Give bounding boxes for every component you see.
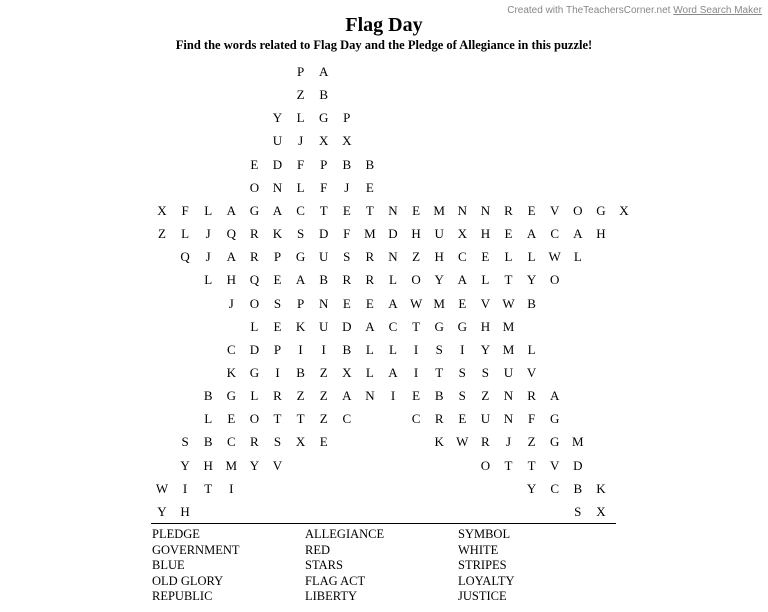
grid-letter: C	[226, 341, 236, 357]
word-list	[152, 527, 622, 607]
grid-letter: I	[390, 388, 396, 404]
grid-letter: J	[344, 179, 350, 195]
grid-letter: E	[412, 202, 421, 218]
grid-letter: H	[596, 226, 606, 242]
grid-letter: N	[272, 179, 283, 195]
grid-letter: J	[228, 295, 234, 311]
grid-letter: R	[342, 272, 352, 288]
grid-letter: B	[319, 87, 329, 103]
grid-letter: L	[204, 202, 213, 218]
grid-letter: B	[573, 480, 583, 496]
grid-letter: E	[365, 179, 374, 195]
grid-letter: G	[596, 202, 606, 218]
grid-letter: G	[226, 388, 236, 404]
grid-letter: U	[434, 226, 444, 242]
grid-letter: E	[458, 295, 467, 311]
grid-letter: G	[295, 249, 306, 265]
grid-letter: H	[434, 249, 444, 265]
grid-letter: R	[250, 249, 259, 265]
grid-letter: T	[273, 411, 282, 427]
grid-letter: S	[296, 226, 305, 242]
grid-letter: M	[433, 295, 445, 311]
grid-letter: Z	[158, 226, 166, 242]
grid-letter: A	[226, 249, 236, 265]
grid-letter: W	[502, 295, 515, 311]
grid-letter: E	[227, 411, 236, 427]
grid-letter: G	[549, 411, 560, 427]
grid-letter: I	[413, 341, 419, 357]
grid-letter: D	[573, 457, 583, 473]
grid-letter: L	[250, 318, 259, 334]
grid-letter: N	[503, 411, 514, 427]
grid-letter: V	[272, 457, 283, 473]
grid-letter: L	[389, 272, 397, 288]
grid-letter: K	[272, 226, 283, 242]
grid-letter: B	[296, 364, 305, 380]
grid-letter: E	[458, 411, 467, 427]
grid-letter: C	[457, 249, 467, 265]
grid-letter: K	[596, 480, 606, 496]
grid-letter: A	[549, 388, 560, 404]
grid-letter: P	[296, 64, 305, 79]
grid-letter: Z	[319, 411, 328, 427]
grid-letter: S	[481, 364, 489, 380]
puzzle-title: Flag Day	[345, 14, 423, 36]
grid-letter: N	[365, 388, 375, 404]
grid-letter: I	[182, 480, 188, 496]
grid-letter: P	[273, 249, 282, 265]
grid-letter: T	[435, 364, 444, 380]
grid-letter: L	[365, 364, 374, 380]
grid-letter: Z	[412, 249, 421, 265]
word-column-1	[152, 527, 302, 605]
word-red: RED	[305, 542, 330, 557]
grid-letter: R	[504, 202, 513, 218]
grid-letter: D	[272, 156, 283, 172]
grid-letter: M	[572, 434, 584, 450]
grid-letter: A	[573, 226, 583, 242]
grid-letter: R	[365, 272, 375, 288]
grid-letter: E	[527, 202, 536, 218]
grid-letter: T	[365, 202, 374, 218]
divider-line	[151, 523, 616, 524]
grid-letter: O	[249, 295, 260, 311]
grid-letter: U	[272, 133, 283, 149]
grid-letter: R	[273, 388, 282, 404]
grid-letter: L	[204, 272, 213, 288]
word-blue: BLUE	[152, 558, 185, 573]
word-column-3	[458, 527, 608, 605]
grid-letter: L	[204, 411, 213, 427]
grid-letter: H	[203, 457, 213, 473]
grid-letter: H	[480, 318, 491, 334]
grid-letter: M	[502, 341, 515, 357]
grid-letter: B	[342, 156, 352, 172]
grid-letter: K	[295, 318, 306, 334]
puzzle-instructions: Find the words related to Flag Day and the Pledge of Allegiance in this puzzle!	[175, 38, 593, 52]
grid-letter: T	[527, 457, 536, 473]
grid-letter: N	[457, 202, 467, 218]
grid-letter: R	[365, 249, 375, 265]
grid-letter: B	[342, 341, 352, 357]
grid-letter: A	[365, 318, 375, 334]
grid-letter: E	[273, 272, 282, 288]
grid-letter: B	[203, 388, 213, 404]
grid-letter: N	[388, 202, 398, 218]
word-white: WHITE	[458, 542, 499, 557]
grid-letter: S	[458, 388, 466, 404]
grid-letter: E	[273, 318, 282, 334]
grid-letter: A	[457, 272, 467, 288]
word-loyalty: LOYALTY	[458, 573, 515, 588]
grid-letter: S	[458, 364, 466, 380]
grid-letter: M	[225, 457, 238, 473]
grid-letter: P	[320, 156, 328, 172]
grid-letter: J	[205, 226, 211, 242]
grid-letter: E	[250, 156, 259, 172]
grid-letter: L	[481, 272, 490, 288]
grid-letter: L	[296, 110, 305, 126]
grid-letter: B	[319, 272, 329, 288]
grid-letter: E	[365, 295, 374, 311]
grid-letter: V	[526, 364, 537, 380]
grid-letter: H	[480, 226, 491, 242]
credit-prefix: Created with TheTeachersCorner.net	[507, 5, 671, 16]
grid-letter: E	[481, 249, 490, 265]
grid-letter: E	[342, 202, 351, 218]
grid-letter: Z	[319, 364, 328, 380]
grid-letter: Q	[226, 226, 236, 242]
word-column-2	[305, 527, 455, 605]
grid-letter: E	[412, 388, 421, 404]
grid-letter: G	[249, 364, 260, 380]
grid-letter: B	[434, 388, 444, 404]
grid-letter: P	[273, 341, 282, 357]
grid-letter: Q	[249, 272, 260, 288]
word-republic: REPUBLIC	[152, 589, 213, 604]
grid-letter: S	[435, 341, 443, 357]
grid-letter: C	[296, 202, 305, 218]
grid-letter: L	[527, 249, 536, 265]
grid-letter: G	[457, 318, 467, 334]
grid-letter: I	[413, 364, 419, 380]
grid-letter: A	[388, 295, 398, 311]
grid-letter: A	[526, 226, 537, 242]
grid-letter: F	[181, 202, 189, 218]
grid-letter: Z	[296, 388, 305, 404]
grid-letter: M	[433, 202, 445, 218]
grid-letter: L	[250, 388, 259, 404]
grid-letter: J	[505, 434, 512, 450]
grid-letter: D	[318, 226, 329, 242]
grid-letter: I	[298, 341, 303, 357]
word-search-maker-link[interactable]: Word Search Maker	[673, 5, 762, 16]
grid-letter: F	[296, 156, 305, 172]
grid-letter: H	[411, 226, 421, 242]
grid-letter: S	[273, 434, 282, 450]
grid-letter: N	[318, 295, 329, 311]
grid-letter: S	[273, 295, 282, 311]
grid-letter: X	[157, 202, 167, 218]
grid-letter: X	[318, 133, 329, 149]
grid-letter: S	[343, 249, 351, 265]
grid-letter: K	[226, 364, 236, 380]
grid-letter: O	[480, 457, 491, 473]
word-government: GOVERNMENT	[152, 542, 240, 557]
grid-letter: B	[365, 156, 375, 172]
grid-letter: D	[249, 341, 260, 357]
grid-letter: E	[319, 434, 328, 450]
grid-letter: C	[226, 434, 236, 450]
grid-letter: T	[296, 411, 305, 427]
grid-letter: D	[388, 226, 398, 242]
word-stars: STARS	[305, 558, 343, 573]
grid-letter: F	[320, 179, 328, 195]
grid-letter: H	[180, 503, 190, 519]
word-old-glory: OLD GLORY	[152, 573, 224, 588]
grid-letter: G	[434, 318, 444, 334]
grid-letter: R	[481, 434, 490, 450]
grid-letter: O	[249, 411, 260, 427]
grid-letter: A	[226, 202, 236, 218]
grid-letter: W	[548, 249, 561, 265]
grid-letter: L	[365, 341, 374, 357]
grid-letter: M	[364, 226, 376, 242]
grid-letter: X	[295, 434, 306, 450]
grid-letter: J	[298, 133, 304, 149]
grid-letter: P	[296, 295, 305, 311]
grid-letter: Z	[296, 87, 305, 103]
word-allegiance: ALLEGIANCE	[305, 527, 385, 541]
grid-letter: I	[321, 341, 326, 357]
grid-letter: Y	[180, 457, 190, 473]
grid-letter: G	[549, 434, 560, 450]
grid-letter: F	[343, 226, 351, 242]
grid-letter: Y	[526, 272, 537, 288]
grid-letter: A	[388, 364, 398, 380]
grid-letter: Y	[480, 341, 491, 357]
grid-letter: A	[272, 202, 283, 218]
grid-letter: Y	[157, 503, 167, 519]
word-stripes: STRIPES	[458, 558, 507, 573]
grid-letter: Y	[272, 110, 283, 126]
word-flag-act: FLAG ACT	[305, 573, 366, 588]
grid-letter: O	[411, 272, 421, 288]
grid-letter: W	[456, 434, 469, 450]
grid-letter: U	[318, 318, 329, 334]
grid-letter: N	[503, 388, 514, 404]
grid-letter: N	[480, 202, 491, 218]
grid-letter: R	[527, 388, 536, 404]
grid-letter: T	[504, 272, 513, 288]
grid-letter: C	[342, 411, 352, 427]
grid-letter: G	[249, 202, 260, 218]
grid-letter: R	[434, 411, 444, 427]
grid-letter: C	[550, 480, 560, 496]
grid-letter: G	[318, 110, 329, 126]
grid-letter: A	[342, 388, 352, 404]
grid-letter: L	[181, 226, 190, 242]
grid-letter: Q	[180, 249, 190, 265]
grid-letter: O	[549, 272, 560, 288]
grid-letter: S	[181, 434, 189, 450]
grid-letter: U	[318, 249, 329, 265]
grid-letter: E	[504, 226, 513, 242]
grid-letter: X	[619, 202, 629, 218]
grid-letter: S	[574, 503, 582, 519]
grid-letter: X	[342, 364, 352, 380]
grid-letter: T	[504, 457, 513, 473]
grid-letter: A	[318, 64, 329, 79]
grid-letter: V	[480, 295, 491, 311]
grid-letter: J	[205, 249, 211, 265]
word-pledge: PLEDGE	[152, 527, 200, 541]
grid-letter: Y	[434, 272, 444, 288]
grid-letter: V	[549, 202, 560, 218]
grid-letter: L	[296, 179, 305, 195]
grid-letter: F	[527, 411, 536, 427]
grid-letter: I	[460, 341, 465, 357]
grid-letter: D	[342, 318, 352, 334]
grid-letter: X	[457, 226, 467, 242]
grid-letter: C	[388, 318, 398, 334]
grid-letter: H	[226, 272, 236, 288]
grid-letter: X	[596, 503, 606, 519]
grid-letter: Z	[527, 434, 536, 450]
grid-letter: M	[502, 318, 515, 334]
grid-letter: K	[434, 434, 444, 450]
grid-letter: W	[409, 295, 423, 311]
grid-letter: C	[411, 411, 421, 427]
word-liberty: LIBERTY	[305, 589, 358, 604]
grid-letter: U	[480, 411, 491, 427]
grid-letter: R	[250, 434, 259, 450]
grid-letter: A	[295, 272, 306, 288]
grid-letter: V	[549, 457, 560, 473]
grid-letter: L	[504, 249, 513, 265]
grid-letter: L	[527, 341, 536, 357]
grid-letter: B	[203, 434, 213, 450]
grid-letter: Y	[526, 480, 537, 496]
word-symbol: SYMBOL	[458, 527, 511, 541]
grid-letter: O	[573, 202, 583, 218]
grid-letter: Y	[249, 457, 260, 473]
grid-letter: I	[229, 480, 234, 496]
grid-letter: T	[412, 318, 421, 334]
grid-letter: N	[388, 249, 398, 265]
grid-letter: T	[204, 480, 213, 496]
grid-letter: P	[343, 110, 351, 126]
grid-letter: B	[527, 295, 536, 311]
grid-letter: X	[342, 133, 352, 149]
grid-letter: W	[155, 480, 169, 496]
grid-letter: O	[249, 179, 260, 195]
grid-letter: L	[573, 249, 582, 265]
grid-letter: T	[319, 202, 328, 218]
grid-letter: U	[503, 364, 514, 380]
grid-letter: Z	[319, 388, 328, 404]
grid-letter: I	[275, 364, 280, 380]
grid-letter: Z	[481, 388, 490, 404]
grid-letter: L	[389, 341, 397, 357]
word-justice: JUSTICE	[458, 589, 507, 604]
grid-letter: R	[250, 226, 259, 242]
grid-letter: E	[342, 295, 351, 311]
grid-letter: C	[550, 226, 560, 242]
